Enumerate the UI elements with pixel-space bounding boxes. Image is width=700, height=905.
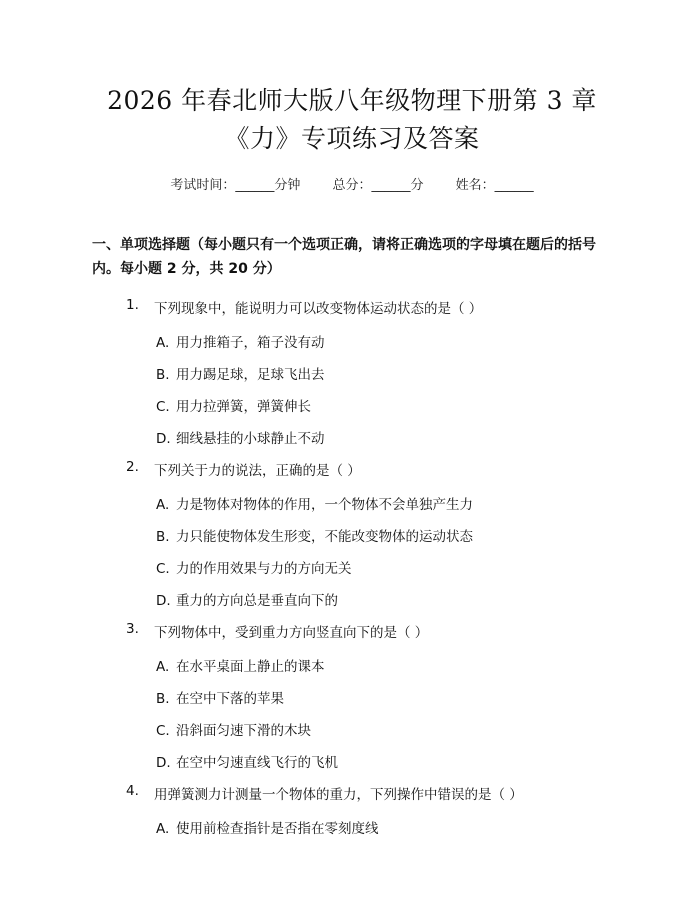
answer-option xyxy=(156,525,604,543)
question-number: 1. xyxy=(126,297,139,313)
question-item xyxy=(100,783,604,835)
answer-option xyxy=(156,493,604,511)
question-stem: 用弹簧测力计测量一个物体的重力，下列操作中错误的是（ ） xyxy=(154,787,523,803)
option-text: 在空中下落的苹果 xyxy=(176,691,284,707)
answer-option xyxy=(156,655,604,673)
question-stem-row xyxy=(100,297,604,317)
exam-time: 考试时间：______分钟 xyxy=(170,178,301,193)
question-stem-row xyxy=(100,459,604,479)
question-stem: 下列关于力的说法，正确的是（ ） xyxy=(154,463,361,479)
question-list xyxy=(100,297,604,835)
option-text: 用力踢足球，足球飞出去 xyxy=(176,367,325,383)
option-letter: A. xyxy=(156,335,170,351)
answer-option xyxy=(156,687,604,705)
title-line-2: 《力》专项练习及答案 xyxy=(224,124,480,153)
section-heading: 一、单项选择题（每小题只有一个选项正确，请将正确选项的字母填在题后的括号内。每小题 2 分，共 20 分） xyxy=(92,237,596,277)
option-letter: D. xyxy=(156,593,171,609)
option-letter: B. xyxy=(156,691,170,707)
option-text: 力是物体对物体的作用，一个物体不会单独产生力 xyxy=(176,497,473,513)
question-number: 4. xyxy=(126,783,139,799)
answer-option xyxy=(156,817,604,835)
question-number: 3. xyxy=(126,621,139,637)
option-text: 用力拉弹簧，弹簧伸长 xyxy=(176,399,311,415)
option-letter: C. xyxy=(156,723,170,739)
answer-option xyxy=(156,395,604,413)
title-line-1: 2026 年春北师大版八年级物理下册第 3 章 xyxy=(107,86,597,115)
option-text: 用力推箱子，箱子没有动 xyxy=(176,335,325,351)
option-text: 力的作用效果与力的方向无关 xyxy=(176,561,352,577)
exam-score: 总分：______分 xyxy=(332,178,424,193)
option-letter: D. xyxy=(156,755,171,771)
exam-info xyxy=(100,174,604,193)
answer-option xyxy=(156,751,604,769)
option-letter: A. xyxy=(156,659,170,675)
question-item xyxy=(100,459,604,607)
question-item xyxy=(100,297,604,445)
exam-name: 姓名：______ xyxy=(455,178,534,193)
answer-option xyxy=(156,363,604,381)
answer-option xyxy=(156,427,604,445)
option-text: 在水平桌面上静止的课本 xyxy=(176,659,325,675)
question-item xyxy=(100,621,604,769)
answer-option xyxy=(156,719,604,737)
option-text: 细线悬挂的小球静止不动 xyxy=(176,431,325,447)
option-letter: B. xyxy=(156,367,170,383)
question-stem-row xyxy=(100,621,604,641)
question-stem-row xyxy=(100,783,604,803)
option-letter: D. xyxy=(156,431,171,447)
page-title xyxy=(100,0,604,158)
option-text: 力只能使物体发生形变，不能改变物体的运动状态 xyxy=(176,529,473,545)
option-text: 重力的方向总是垂直向下的 xyxy=(176,593,338,609)
question-number: 2. xyxy=(126,459,139,475)
answer-option xyxy=(156,589,604,607)
option-text: 使用前检查指针是否指在零刻度线 xyxy=(176,821,379,837)
option-letter: A. xyxy=(156,821,170,837)
option-letter: B. xyxy=(156,529,170,545)
option-text: 在空中匀速直线飞行的飞机 xyxy=(176,755,338,771)
option-letter: C. xyxy=(156,399,170,415)
question-stem: 下列现象中，能说明力可以改变物体运动状态的是（ ） xyxy=(154,301,483,317)
answer-option xyxy=(156,557,604,575)
option-text: 沿斜面匀速下滑的木块 xyxy=(176,723,311,739)
option-letter: A. xyxy=(156,497,170,513)
option-letter: C. xyxy=(156,561,170,577)
question-stem: 下列物体中，受到重力方向竖直向下的是（ ） xyxy=(154,625,429,641)
answer-option xyxy=(156,331,604,349)
